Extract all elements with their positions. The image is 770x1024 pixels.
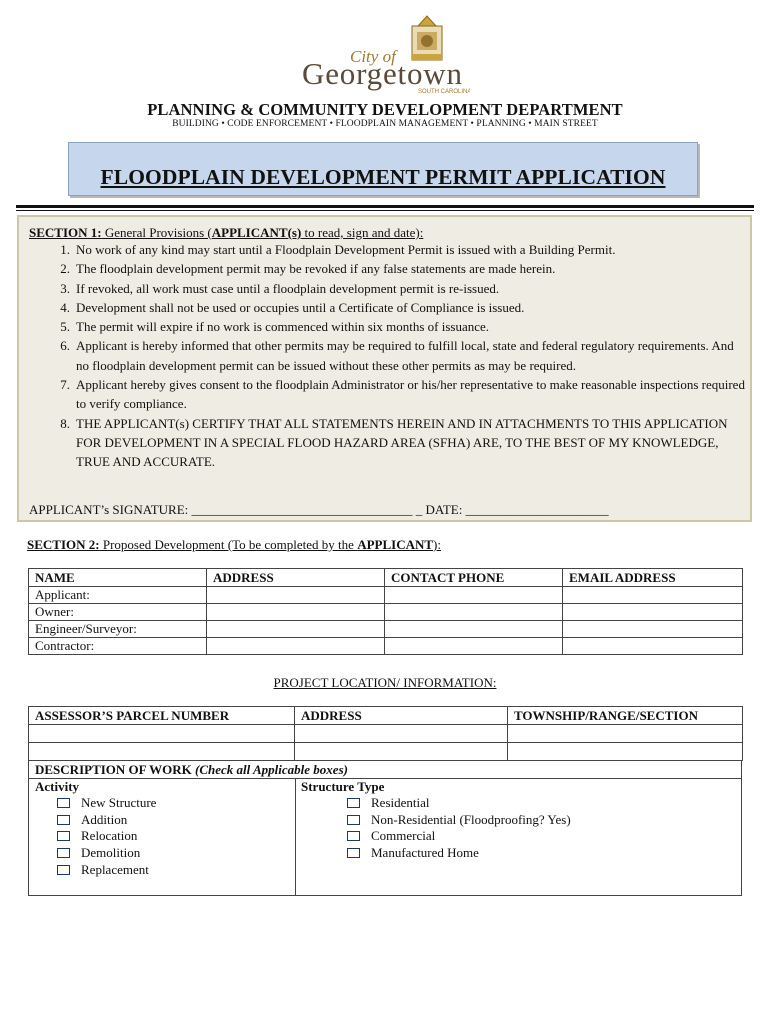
col-header-parcel-address: ADDRESS — [295, 707, 508, 725]
applicant-email-cell[interactable] — [563, 587, 743, 604]
option-label: Demolition — [81, 845, 141, 860]
option-label: Non-Residential (Floodproofing? Yes) — [371, 812, 571, 827]
option-label: Manufactured Home — [371, 845, 479, 860]
provision-text: The floodplain development permit may be revoked if any false statements are made herein. — [76, 261, 556, 277]
owner-phone-cell[interactable] — [385, 604, 563, 621]
activity-option[interactable] — [57, 795, 156, 811]
description-heading — [35, 762, 348, 778]
applicant-signature-line[interactable]: APPLICANT’s SIGNATURE: __________________________________ _ DATE: ______________________ — [29, 502, 609, 517]
parcel-number-cell[interactable] — [29, 743, 295, 761]
option-label: Relocation — [81, 828, 138, 843]
section-1-general-provisions — [17, 215, 752, 522]
project-location-heading — [0, 675, 770, 691]
description-divider — [29, 778, 741, 779]
structure-option[interactable] — [347, 845, 479, 861]
activity-label: Activity — [35, 779, 80, 794]
provision-item — [27, 259, 747, 278]
checkbox[interactable] — [347, 798, 360, 808]
provision-text: The permit will expire if no work is commenced within six months of issuance. — [76, 319, 490, 335]
engineer-email-cell[interactable] — [563, 621, 743, 638]
parcel-number-cell[interactable] — [29, 725, 295, 743]
contractor-phone-cell[interactable] — [385, 638, 563, 655]
divider-thick — [16, 205, 754, 208]
activity-option[interactable] — [57, 828, 137, 844]
contractor-address-cell[interactable] — [207, 638, 385, 655]
table-row — [29, 621, 743, 638]
structure-option[interactable] — [347, 828, 435, 844]
activity-option[interactable] — [57, 812, 127, 828]
activity-option[interactable] — [57, 845, 140, 861]
township-cell[interactable] — [508, 725, 743, 743]
provision-item — [27, 375, 747, 414]
city-logo — [300, 14, 470, 94]
description-heading-italic: (Check all Applicable boxes) — [195, 762, 348, 777]
applicant-phone-cell[interactable] — [385, 587, 563, 604]
col-header-township: TOWNSHIP/RANGE/SECTION — [508, 707, 743, 725]
provision-text: Applicant hereby gives consent to the floodplain Administrator or his/her representative to make reasonable inspections required to verify compliance. — [76, 377, 745, 412]
table-row — [29, 587, 743, 604]
provision-text: No work of any kind may start until a Floodplain Development Permit is issued with a Building Permit. — [76, 242, 616, 257]
row-label-applicant: Applicant: — [29, 587, 207, 604]
col-header-name: NAME — [29, 569, 207, 587]
parcel-address-cell[interactable] — [295, 725, 508, 743]
section-2-intro-bold: APPLICANT — [357, 537, 434, 552]
owner-email-cell[interactable] — [563, 604, 743, 621]
township-cell[interactable] — [508, 743, 743, 761]
provision-item — [27, 317, 747, 336]
section-2-intro-end: ): — [433, 537, 441, 552]
provisions-list — [27, 240, 747, 472]
table-header-row — [29, 569, 743, 587]
structure-option[interactable] — [347, 812, 571, 828]
table-row — [29, 604, 743, 621]
table-row — [29, 725, 743, 743]
section-1-label: SECTION 1: — [29, 225, 102, 240]
provision-number: 4. — [60, 299, 70, 315]
provision-number: 5. — [60, 319, 70, 335]
table-row — [29, 638, 743, 655]
section-2-intro: Proposed Development (To be completed by the — [99, 537, 358, 552]
owner-address-cell[interactable] — [207, 604, 385, 621]
structure-option[interactable] — [347, 795, 430, 811]
checkbox[interactable] — [347, 848, 360, 858]
col-header-parcel-number: ASSESSOR’S PARCEL NUMBER — [29, 707, 295, 725]
logo-state: SOUTH CAROLINA — [418, 89, 470, 94]
parcel-table — [28, 706, 743, 761]
form-title: FLOODPLAIN DEVELOPMENT PERMIT APPLICATION — [100, 165, 666, 189]
provision-text: THE APPLICANT(s) CERTIFY THAT ALL STATEMENTS HEREIN AND IN ATTACHMENTS TO THIS APPLICATION FOR DEVELOPMENT IN A SPECIAL FLOOD HAZARD AREA (SFHA) ARE, TO THE BEST OF MY KNOWLEDGE, TRUE AND ACCURATE. — [76, 415, 728, 470]
provision-item — [27, 414, 747, 472]
provision-number: 7. — [60, 377, 70, 393]
checkbox[interactable] — [347, 831, 360, 841]
provision-number: 6. — [60, 338, 70, 354]
checkbox[interactable] — [57, 865, 70, 875]
checkbox[interactable] — [57, 815, 70, 825]
parcel-address-cell[interactable] — [295, 743, 508, 761]
provision-number: 2. — [60, 261, 70, 277]
checkbox[interactable] — [57, 831, 70, 841]
contacts-table — [28, 568, 743, 655]
project-location-label: PROJECT LOCATION/ INFORMATION: — [273, 675, 497, 690]
department-name: PLANNING & COMMUNITY DEVELOPMENT DEPARTMENT — [147, 100, 623, 119]
provision-text: If revoked, all work must case until a floodplain development permit is re-issued. — [76, 280, 500, 296]
section-2-label: SECTION 2: — [27, 537, 100, 552]
checkbox[interactable] — [57, 848, 70, 858]
section-1-heading — [29, 225, 423, 241]
applicant-address-cell[interactable] — [207, 587, 385, 604]
option-label: Commercial — [371, 828, 436, 843]
contractor-email-cell[interactable] — [563, 638, 743, 655]
checkbox[interactable] — [347, 815, 360, 825]
provision-text: Applicant is hereby informed that other permits may be required to fulfill local, state and federal regulatory requirements. And no floodplain development permit can be issued without these other permits as may be required. — [76, 338, 734, 373]
checkbox[interactable] — [57, 798, 70, 808]
form-title-box — [68, 142, 698, 196]
row-label-contractor: Contractor: — [29, 638, 207, 655]
provision-item — [27, 240, 747, 259]
option-label: Addition — [81, 812, 128, 827]
option-label: Residential — [371, 795, 430, 810]
divider-thin — [16, 210, 754, 211]
provision-item — [27, 298, 747, 317]
row-label-owner: Owner: — [29, 604, 207, 621]
engineer-address-cell[interactable] — [207, 621, 385, 638]
description-of-work — [28, 760, 742, 896]
logo-georgetown: Georgetown — [302, 56, 462, 91]
col-header-contact-phone: CONTACT PHONE — [385, 569, 563, 587]
section-1-intro-bold: APPLICANT(s) — [211, 225, 302, 240]
activity-option[interactable] — [57, 862, 149, 878]
table-row — [29, 743, 743, 761]
option-label: Replacement — [81, 862, 149, 877]
provision-number: 1. — [60, 242, 70, 257]
provision-text: Development shall not be used or occupies until a Certificate of Compliance is issued. — [76, 299, 525, 315]
section-1-intro: General Provisions ( — [101, 225, 212, 240]
provision-number: 3. — [60, 280, 70, 296]
department-divisions: BUILDING • CODE ENFORCEMENT • FLOODPLAIN MANAGEMENT • PLANNING • MAIN STREET — [172, 119, 598, 129]
col-header-address: ADDRESS — [207, 569, 385, 587]
option-label: New Structure — [81, 795, 157, 810]
structure-type-label: Structure Type — [301, 779, 385, 794]
provision-item — [27, 279, 747, 298]
engineer-phone-cell[interactable] — [385, 621, 563, 638]
section-1-intro-end: to read, sign and date): — [301, 225, 424, 240]
description-column-divider — [295, 778, 296, 895]
city-seal-icon — [412, 16, 442, 60]
section-2-heading — [27, 537, 441, 553]
provision-item — [27, 336, 747, 375]
row-label-engineer-surveyor: Engineer/Surveyor: — [29, 621, 207, 638]
provision-number: 8. — [60, 415, 70, 431]
table-header-row — [29, 707, 743, 725]
logo-city-of: City of — [350, 47, 396, 66]
description-heading-bold: DESCRIPTION OF WORK — [35, 762, 192, 777]
col-header-email: EMAIL ADDRESS — [563, 569, 743, 587]
